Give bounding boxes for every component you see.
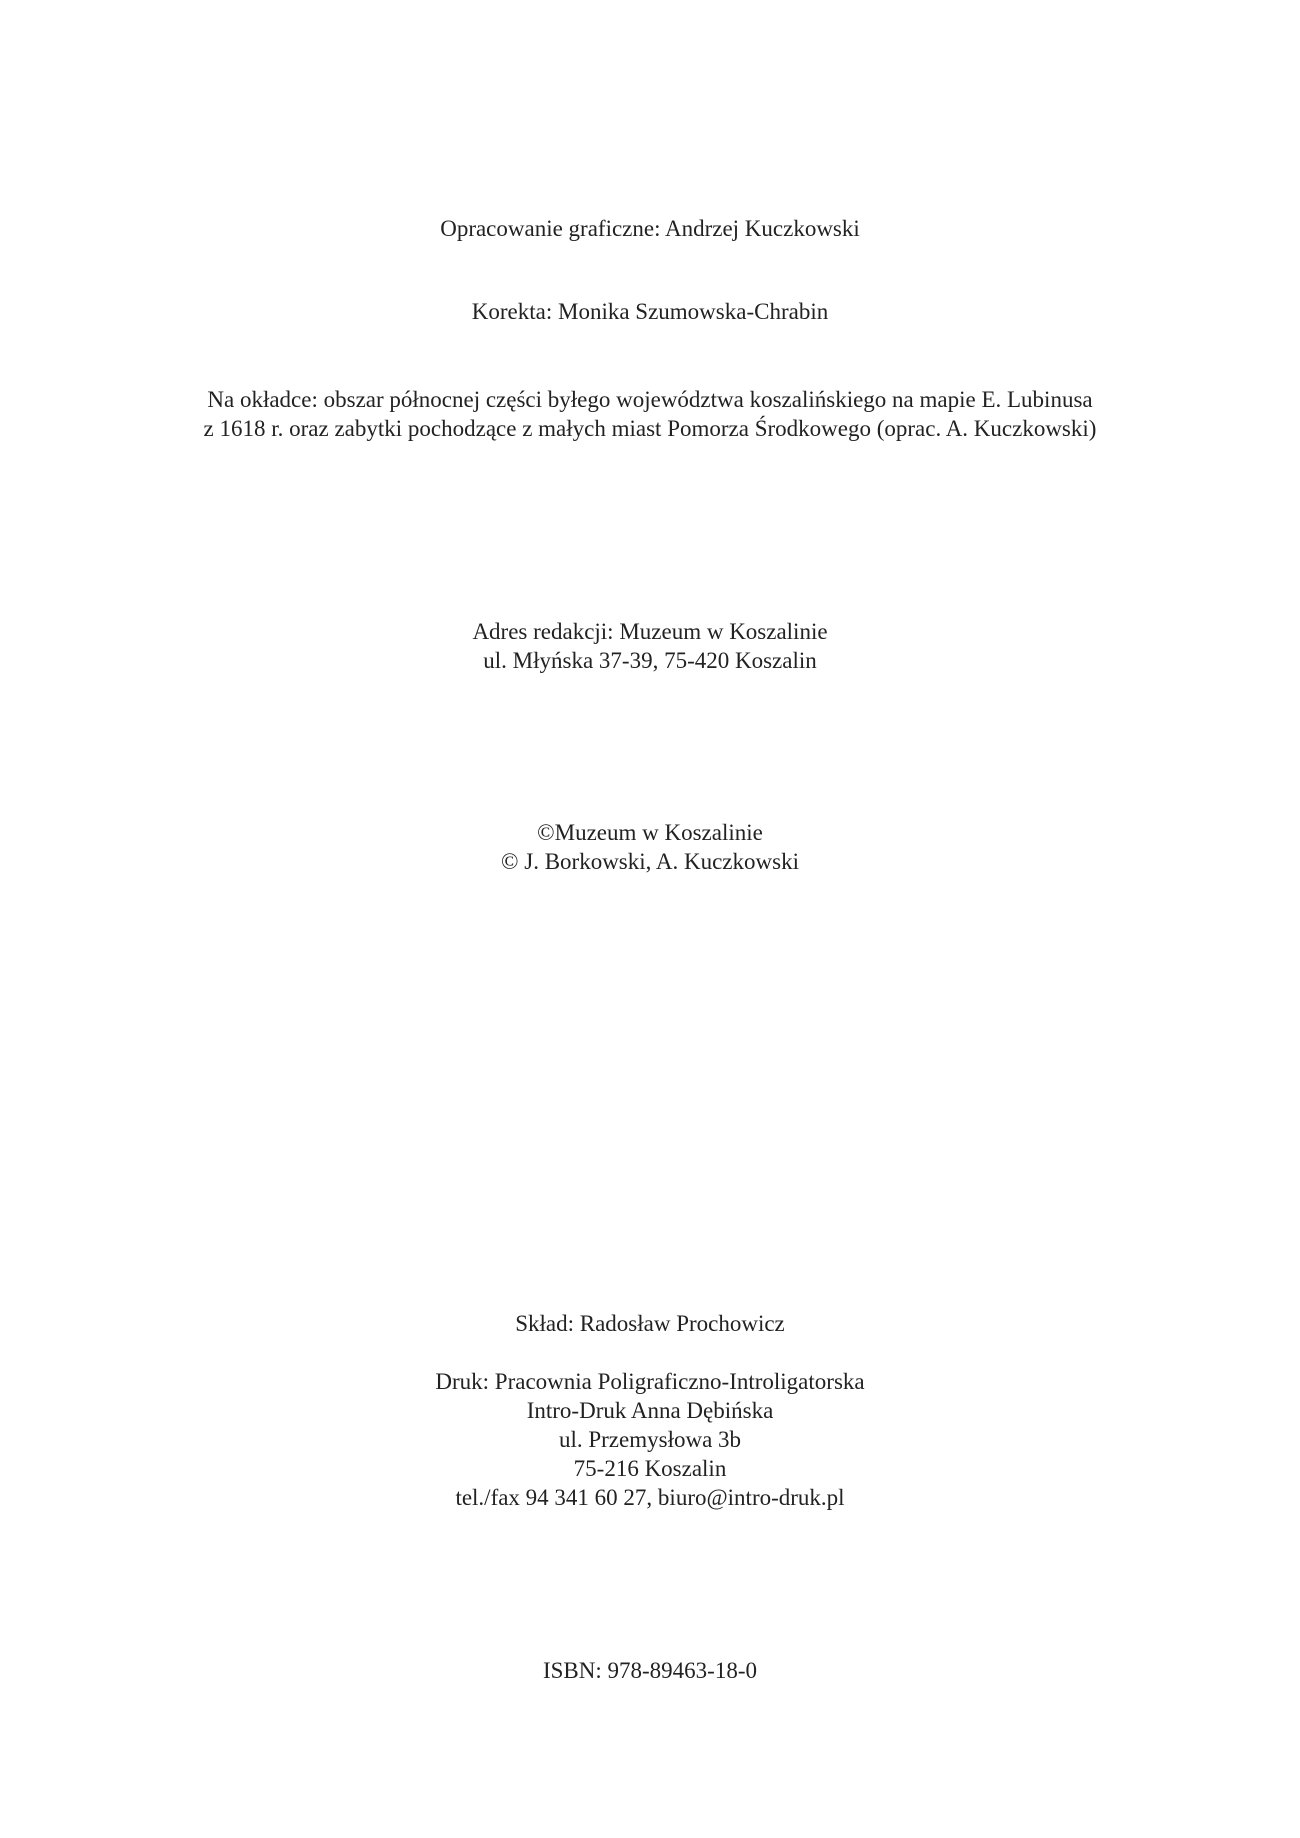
isbn: ISBN: 978-89463-18-0 — [542, 1658, 758, 1683]
editorial-address-line-1: Adres redakcji: Muzeum w Koszalinie — [472, 619, 828, 644]
copyright-line-2: © J. Borkowski, A. Kuczkowski — [501, 849, 799, 874]
printing-line-3: ul. Przemysłowa 3b — [558, 1427, 742, 1452]
typesetting-credit: Skład: Radosław Prochowicz — [515, 1311, 785, 1336]
printing-line-4: 75-216 Koszalin — [573, 1456, 727, 1481]
proofreading-credit: Korekta: Monika Szumowska-Chrabin — [471, 299, 829, 324]
copyright-line-1: ©Muzeum w Koszalinie — [537, 820, 763, 845]
cover-note-line-1: Na okładce: obszar północnej części byłego województwa koszalińskiego na mapie E. Lubinusa — [207, 387, 1093, 412]
printing-line-2: Intro-Druk Anna Dębińska — [526, 1398, 774, 1423]
editorial-address-line-2: ul. Młyńska 37-39, 75-420 Koszalin — [483, 648, 817, 673]
printing-contact: tel./fax 94 341 60 27, biuro@intro-druk.pl — [455, 1485, 845, 1510]
printing-line-1: Druk: Pracownia Poligraficzno-Introligatorska — [435, 1369, 865, 1394]
cover-note-line-2: z 1618 r. oraz zabytki pochodzące z małych miast Pomorza Środkowego (oprac. A. Kuczkowski) — [203, 416, 1097, 441]
graphic-design-credit: Opracowanie graficzne: Andrzej Kuczkowski — [440, 216, 860, 241]
